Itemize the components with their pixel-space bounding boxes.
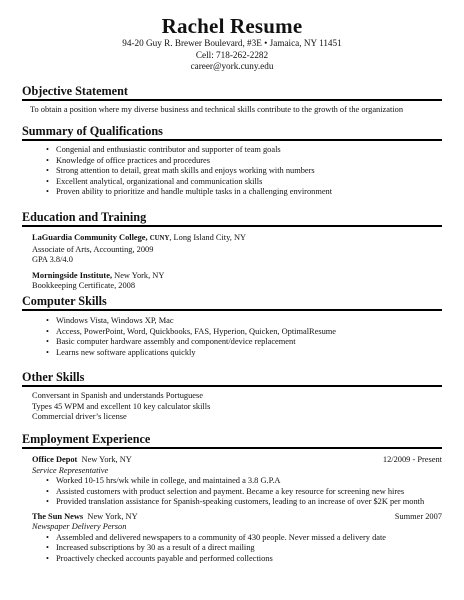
job-role: Service Representative [32,465,109,475]
list-item: • Access, PowerPoint, Word, Quickbooks, FAS, Hyperion, Quicken, OptimalResume [46,326,337,336]
job-bullets [32,476,442,508]
list-item: • Knowledge of office practices and procedures [46,155,211,165]
bullet-icon: • [46,553,49,563]
education-entry [22,266,442,292]
list-item: • Windows Vista, Windows XP, Mac [46,316,174,325]
list-item: • Learns new software applications quickly [46,347,196,357]
list-item: • Worked 10-15 hrs/wk while in college, and maintained a 3.8 G.P.A [46,476,281,485]
job-dates: 12/2009 - Present [382,455,442,464]
list-item: • Congenial and enthusiastic contributor and supporter of team goals [46,145,281,154]
gpa: GPA 3.8/4.0 [32,255,73,264]
bullet-icon: • [46,532,49,542]
degree: Associate of Arts, Accounting, 2009 [32,244,154,254]
section-title: Objective Statement [22,84,442,101]
bullet-icon: • [46,176,49,186]
resume-header [0,0,464,73]
list-item: • Assisted customers with product selection and payment. Became a key resource for screening new hires [46,486,405,496]
bullet-icon: • [46,187,49,196]
computer-skills-list [22,311,442,358]
bullet-icon: • [46,497,49,506]
objective-section [22,84,442,116]
email-line: career@york.cuny.edu [190,61,274,71]
list-item: • Proven ability to prioritize and handle multiple tasks in a challenging environment [46,187,333,196]
bullet-icon: • [46,543,49,552]
education-section [22,210,442,292]
list-item: • Basic computer hardware assembly and component/device replacement [46,337,296,346]
qualifications-section [22,124,442,198]
list-item: • Increased subscriptions by 30 as a result of a direct mailing [46,543,255,552]
job-role: Newspaper Delivery Person [32,522,127,531]
applicant-name: Rachel Resume [161,14,303,38]
company-location: New York, NY [87,511,138,521]
bullet-icon: • [46,476,49,485]
list-item: • Provided translation assistance for Spanish-speaking customers, leading to an increase of over $2K per month [46,497,425,506]
list-item: • Strong attention to detail, great math skills and enjoys working with numbers [46,166,315,175]
company-location: New York, NY [81,455,132,464]
list-item: • Proactively checked accounts payable and performed collections [46,553,273,563]
job-bullets [32,533,442,565]
bullet-icon: • [46,326,49,336]
section-title: Summary of Qualifications [22,124,442,141]
degree: Bookkeeping Certificate, 2008 [32,281,136,290]
list-item: Types 45 WPM and excellent 10 key calculator skills [32,401,211,411]
list-item: Conversant in Spanish and understands Portuguese [32,391,203,400]
qualifications-list [22,141,442,198]
list-item: Commercial driver’s license [32,412,127,421]
company-name: Office Depot [32,455,78,464]
school-location: , Long Island City, NY [169,233,247,242]
list-item: • Excellent analytical, organizational and communication skills [46,176,263,186]
bullet-icon: • [46,316,49,325]
job-entry [22,508,442,565]
school-location: New York, NY [112,270,165,280]
address-line: 94-20 Guy R. Brewer Boulevard, #3E • Jamaica, NY 11451 [122,38,342,48]
section-title: Other Skills [22,370,442,387]
computer-skills-section [22,294,442,358]
bullet-icon: • [46,155,49,165]
bullet-icon: • [46,145,49,154]
phone-line: Cell: 718-262-2282 [195,49,269,60]
section-title: Computer Skills [22,294,442,311]
job-entry [22,449,442,508]
bullet-icon: • [46,486,49,496]
employment-section [22,432,442,564]
objective-text: To obtain a position where my diverse business and technical skills contribute to the growth of the organization [30,105,404,114]
section-title: Education and Training [22,210,442,227]
bullet-icon: • [46,166,49,175]
job-dates: Summer 2007 [394,511,442,521]
list-item: • Assembled and delivered newspapers to a community of 430 people. Never missed a delivery date [46,532,387,542]
other-skills-section [22,370,442,423]
company-name: The Sun News [32,511,84,521]
education-entry [22,227,442,266]
bullet-icon: • [46,347,49,357]
other-skills-list [22,387,442,423]
bullet-icon: • [46,337,49,346]
school-name: LaGuardia Community College, [32,233,148,242]
school-affiliation: CUNY [149,235,170,242]
section-title: Employment Experience [22,432,442,449]
school-name: Morningside Institute, [32,270,113,280]
